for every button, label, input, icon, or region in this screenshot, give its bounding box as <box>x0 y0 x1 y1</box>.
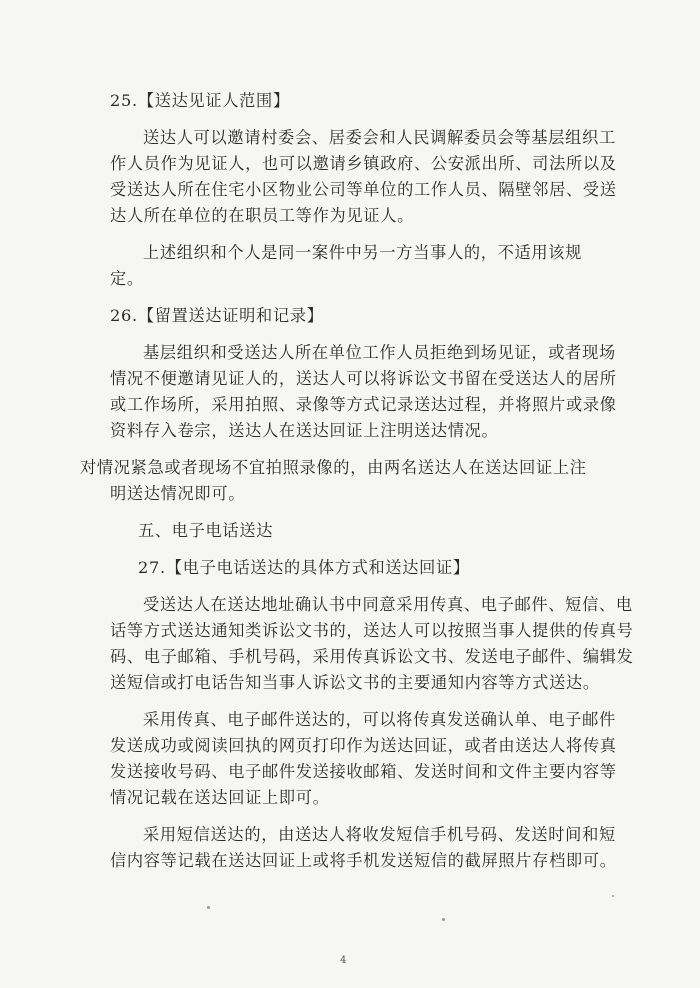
paragraph-line: 发送接收号码、电子邮件发送接收邮箱、发送时间和文件主要内容等 <box>110 762 617 781</box>
paragraph-line: 码、电子邮箱、手机号码，采用传真诉讼文书、发送电子邮件、编辑发 <box>110 647 634 666</box>
paragraph-line: 话等方式送达通知类诉讼文书的，送达人可以按照当事人提供的传真号 <box>110 621 634 640</box>
heading-27: 27.【电子电话送达的具体方式和送达回证】 <box>138 558 470 577</box>
paragraph-line: 送短信或打电话告知当事人诉讼文书的主要通知内容等方式送达。 <box>110 673 600 692</box>
paragraph-line: 情况不便邀请见证人的，送达人可以将诉讼文书留在受送达人的居所 <box>110 369 617 388</box>
paragraph-line: 上述组织和个人是同一案件中另一方当事人的，不适用该规 <box>143 243 583 262</box>
heading-26: 26.【留置送达证明和记录】 <box>110 306 324 325</box>
paragraph-line: 作人员作为见证人，也可以邀请乡镇政府、公安派出所、司法所以及 <box>110 154 617 173</box>
paragraph-line: 达人所在单位的在职员工等作为见证人。 <box>110 206 414 225</box>
paragraph-line: 受送达人所在住宅小区物业公司等单位的工作人员、隔壁邻居、受送 <box>110 180 617 199</box>
paragraph-line: 发送成功或阅读回执的网页打印作为送达回证，或者由送达人将传真 <box>110 736 617 755</box>
paragraph-line: 基层组织和受送达人所在单位工作人员拒绝到场见证，或者现场 <box>143 343 616 362</box>
paragraph-line: 信内容等记载在送达回证上或将手机发送短信的截屏照片存档即可。 <box>110 851 617 870</box>
paragraph-line: 或工作场所，采用拍照、录像等方式记录送达过程，并将照片或录像 <box>110 395 617 414</box>
page-number: 4 <box>340 955 347 966</box>
paragraph-line: 受送达人在送达地址确认书中同意采用传真、电子邮件、短信、电 <box>143 595 633 614</box>
paragraph-line: 送达人可以邀请村委会、居委会和人民调解委员会等基层组织工 <box>143 128 616 147</box>
scan-speck <box>442 918 445 921</box>
scan-speck <box>207 906 210 909</box>
section-heading-5: 五、电子电话送达 <box>138 521 274 540</box>
heading-25: 25.【送达见证人范围】 <box>110 91 290 110</box>
scan-speck <box>612 895 614 897</box>
paragraph-line: 明送达情况即可。 <box>110 484 246 503</box>
paragraph-line: 资料存入卷宗，送达人在送达回证上注明送达情况。 <box>110 421 499 440</box>
paragraph-line: 采用传真、电子邮件送达的，可以将传真发送确认单、电子邮件 <box>143 710 616 729</box>
paragraph-line: 情况记载在送达回证上即可。 <box>110 788 330 807</box>
paragraph-line: 定。 <box>110 269 144 288</box>
paragraph-line: 对情况紧急或者现场不宜拍照录像的，由两名送达人在送达回证上注 <box>80 458 587 477</box>
paragraph-line: 采用短信送达的，由送达人将收发短信手机号码、发送时间和短 <box>143 825 616 844</box>
